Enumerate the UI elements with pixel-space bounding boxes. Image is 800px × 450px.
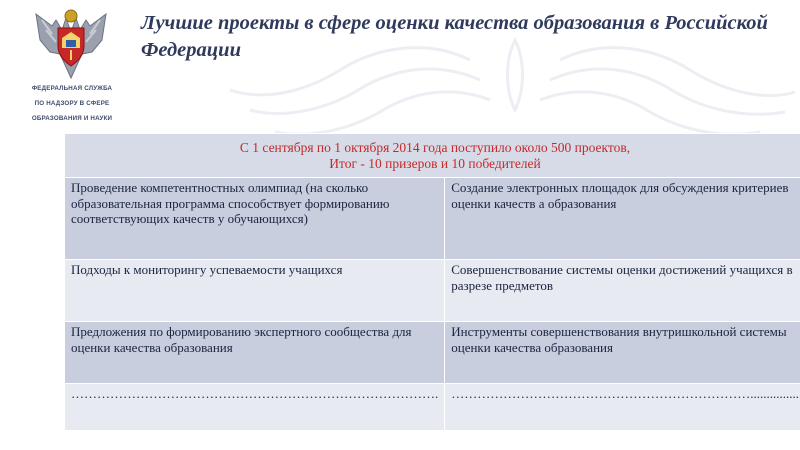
- table-cell: Подходы к мониторингу успеваемости учащихся: [65, 260, 445, 322]
- table-row: [65, 384, 800, 431]
- table-cell: Создание электронных площадок для обсуждения критериев оценки качеств а образования: [445, 178, 800, 260]
- table-cell: Совершенствование системы оценки достижений учащихся в разрезе предметов: [445, 260, 800, 322]
- agency-name-line-2: ПО НАДЗОРУ В СФЕРЕ: [34, 100, 110, 107]
- table-cell: Проведение компетентностных олимпиад (на сколько образовательная программа способствует формированию соответствующих качеств у обучающихся): [65, 178, 445, 260]
- agency-name: [6, 85, 138, 130]
- table-header-row: [65, 134, 800, 178]
- table-cell: Инструменты совершенствования внутришкольной системы оценки качества образования: [445, 322, 800, 384]
- agency-emblem-icon: [22, 4, 120, 86]
- table-header-cell: [65, 134, 800, 178]
- table-cell: Предложения по формированию экспертного сообщества для оценки качества образования: [65, 322, 445, 384]
- table-header-line-1: С 1 сентября по 1 октября 2014 года поступило около 500 проектов,: [239, 140, 631, 155]
- table-row: [65, 178, 800, 260]
- projects-table: [64, 133, 800, 431]
- page-title: Лучшие проекты в сфере оценки качества образования в Российской Федерации: [141, 12, 768, 61]
- agency-name-line-1: ФЕДЕРАЛЬНАЯ СЛУЖБА: [31, 85, 113, 92]
- table-row: [65, 260, 800, 322]
- table-cell: ……………………………………………………………...............: [445, 384, 800, 431]
- agency-name-line-3: ОБРАЗОВАНИЯ И НАУКИ: [31, 115, 113, 122]
- table-cell: ………………………………………………………………………….: [65, 384, 445, 431]
- table-header-line-2: Итог - 10 призеров и 10 победителей: [329, 156, 541, 171]
- table-row: [65, 322, 800, 384]
